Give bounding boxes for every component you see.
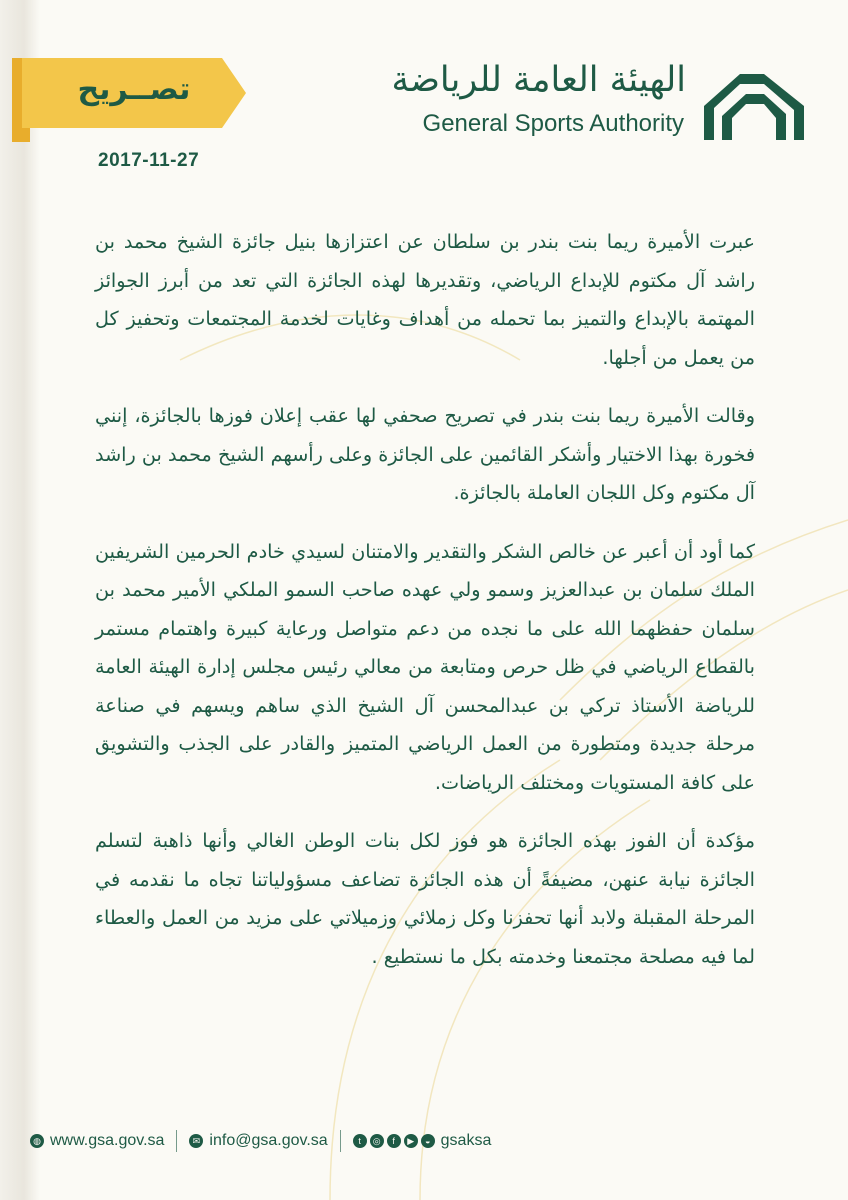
banner-label: تصــريح: [77, 72, 191, 107]
paragraph-1: عبرت الأميرة ريما بنت بندر بن سلطان عن اعتزازها بنيل جائزة الشيخ محمد بن راشد آل مكتوم للإبداع الرياضي، وتقديرها لهذه الجائزة التي تعد من أبرز الجوائز المهتمة بالإبداع والتميز بما تحمله من أهداف وغايات لخدمة المجتمعات وتحفيز كل من يعمل من أجلها.: [95, 230, 755, 369]
youtube-icon[interactable]: ▶: [404, 1134, 418, 1148]
statement-body: [95, 223, 755, 996]
website-link[interactable]: www.gsa.gov.sa: [50, 1132, 165, 1149]
logo-english-name: General Sports Authority: [422, 110, 684, 137]
left-margin-stripe: [0, 0, 40, 1200]
statement-banner: [0, 58, 250, 144]
instagram-icon[interactable]: ◎: [370, 1134, 384, 1148]
globe-icon: ◍: [30, 1134, 44, 1148]
mail-icon: ✉: [189, 1134, 203, 1148]
gsa-logo-icon: [700, 66, 808, 142]
facebook-icon[interactable]: f: [387, 1134, 401, 1148]
paragraph-2: وقالت الأميرة ريما بنت بندر في تصريح صحفي لها عقب إعلان فوزها بالجائزة، إنني فخورة بهذا الاختيار وأشكر القائمين على الجائزة وعلى رأسهم الشيخ محمد بن راشد آل مكتوم وكل اللجان العاملة بالجائزة.: [95, 404, 755, 504]
social-handle[interactable]: gsaksa: [440, 1132, 492, 1149]
footer-divider: [176, 1130, 177, 1152]
snapchat-icon[interactable]: ◒: [421, 1134, 435, 1148]
social-icons: [353, 1134, 435, 1148]
email-link[interactable]: info@gsa.gov.sa: [209, 1132, 328, 1149]
logo-arabic-name: الهيئة العامة للرياضة: [391, 60, 686, 100]
twitter-icon[interactable]: t: [353, 1134, 367, 1148]
footer-divider: [340, 1130, 341, 1152]
footer: [30, 1128, 491, 1154]
paragraph-4: مؤكدة أن الفوز بهذه الجائزة هو فوز لكل بنات الوطن الغالي وأنها ذاهبة لتسلم الجائزة نيابة عنهن، مضيفةً أن هذه الجائزة تضاعف مسؤولياتنا تجاه ما نقدمه في المرحلة المقبلة ولابد أنها تحفزنا وكل زملائي وزميلاتي على مزيد من العمل والعطاء لما فيه مصلحة مجتمعنا وخدمته بكل ما نستطيع .: [95, 829, 755, 968]
statement-date: 2017-11-27: [98, 150, 200, 171]
paragraph-3: كما أود أن أعبر عن خالص الشكر والتقدير والامتنان لسيدي خادم الحرمين الشريفين الملك سلمان بن عبدالعزيز وسمو ولي عهده صاحب السمو الملكي الأمير محمد بن سلمان حفظهما الله على ما نجده من دعم متواصل ورعاية كبيرة واهتمام مستمر بالقطاع الرياضي في ظل حرص ومتابعة من معالي رئيس مجلس إدارة الهيئة العامة للرياضة الأستاذ تركي بن عبدالمحسن آل الشيخ الذي ساهم ويسهم في صناعة مرحلة جديدة ومتطورة من العمل الرياضي المتميز والقادر على الجذب والتشويق على كافة المستويات ومختلف الرياضات.: [95, 539, 755, 794]
